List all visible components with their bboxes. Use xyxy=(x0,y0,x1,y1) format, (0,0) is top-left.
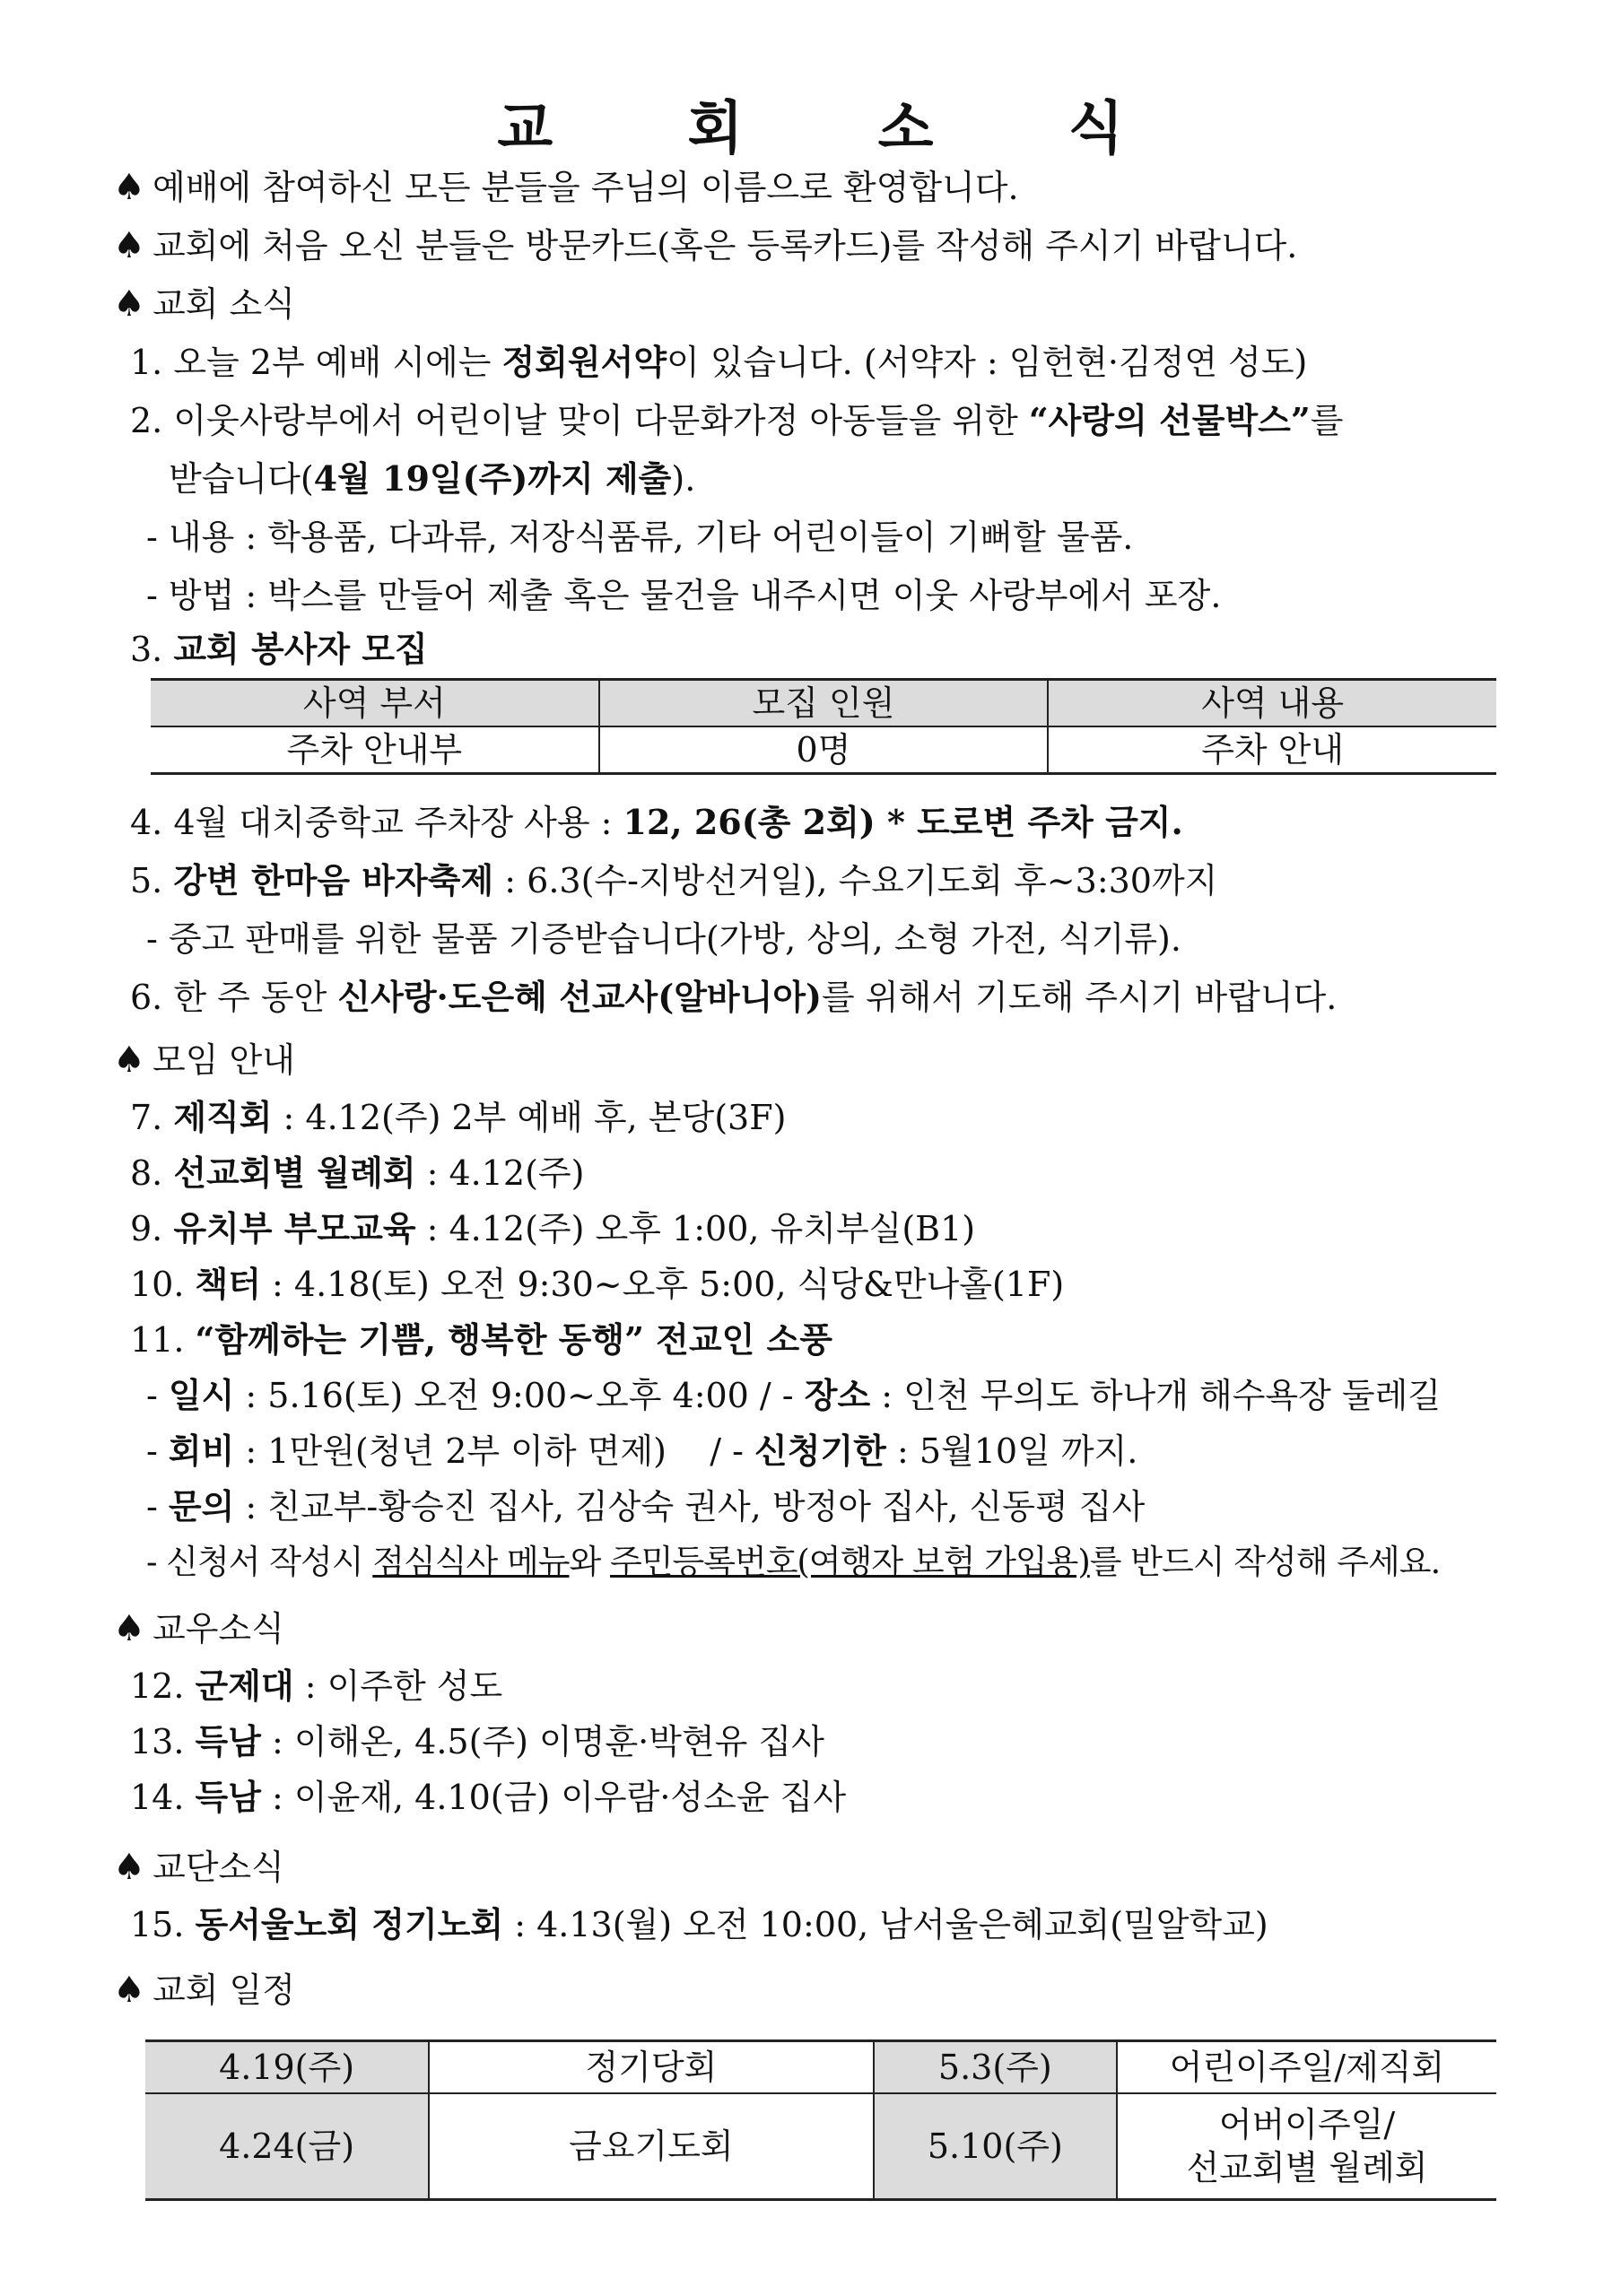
item-5-sub: - 중고 판매를 위한 물품 기증받습니다(가방, 상의, 소형 가전, 식기류). xyxy=(146,919,1181,959)
page-title: 교 회 소 식 xyxy=(497,96,1181,162)
item-8: 8. 선교회별 월례회 : 4.12(주) xyxy=(130,1152,585,1193)
spade-icon: ♠ xyxy=(113,1039,145,1081)
schedule-date: 4.19(주) xyxy=(145,2041,429,2094)
item-1: 1. 오늘 2부 예배 시에는 정회원서약이 있습니다. (서약자 : 임헌현·김정연 성도) xyxy=(130,342,1308,382)
item-11-fee-deadline: - 회비 : 1만원(청년 2부 이하 면제) / - 신청기한 : 5월10일 까지. xyxy=(146,1431,1138,1471)
table-cell: 0명 xyxy=(599,726,1049,774)
section-church-news: ♠ 교회 소식 xyxy=(113,283,295,325)
table-header-row xyxy=(151,680,1496,727)
item-14: 14. 득남 : 이윤재, 4.10(금) 이우람·성소윤 집사 xyxy=(130,1777,847,1817)
schedule-event xyxy=(1117,2093,1496,2200)
spade-icon: ♠ xyxy=(113,1608,145,1649)
table-header-cell: 사역 내용 xyxy=(1048,680,1496,727)
item-3: 3. 교회 봉사자 모집 xyxy=(130,629,428,669)
table-row xyxy=(151,726,1496,774)
schedule-event: 정기당회 xyxy=(429,2041,874,2094)
item-2-continued: 받습니다(4월 19일(주)까지 제출). xyxy=(169,458,696,499)
item-11-date-place: - 일시 : 5.16(토) 오전 9:00~오후 4:00 / - 장소 : 인천 무의도 하나개 해수욕장 둘레길 xyxy=(146,1375,1442,1415)
schedule-event: 어린이주일/제직회 xyxy=(1117,2041,1496,2094)
item-15: 15. 동서울노회 정기노회 : 4.13(월) 오전 10:00, 남서울은혜교회(밀알학교) xyxy=(130,1904,1268,1944)
item-6: 6. 한 주 동안 신사랑·도은혜 선교사(알바니아)를 위해서 기도해 주시기 바랍니다. xyxy=(130,977,1338,1017)
table-row xyxy=(145,2093,1496,2200)
item-12: 12. 군제대 : 이주한 성도 xyxy=(130,1665,503,1706)
schedule-event-line: 어버이주일/ xyxy=(1218,2105,1396,2144)
table-row xyxy=(145,2041,1496,2094)
item-10: 10. 책터 : 4.18(토) 오전 9:30~오후 5:00, 식당&만나홀(1F) xyxy=(130,1264,1065,1304)
intro-visitor-card: ♠ 교회에 처음 오신 분들은 방문카드(혹은 등록카드)를 작성해 주시기 바랍니다. xyxy=(113,225,1298,266)
item-9: 9. 유치부 부모교육 : 4.12(주) 오후 1:00, 유치부실(B1) xyxy=(130,1208,976,1248)
intro-welcome: ♠ 예배에 참여하신 모든 분들을 주님의 이름으로 환영합니다. xyxy=(113,167,1019,208)
schedule-date: 4.24(금) xyxy=(145,2093,429,2200)
section-meetings: ♠ 모임 안내 xyxy=(113,1039,295,1081)
section-member-news: ♠ 교우소식 xyxy=(113,1608,284,1649)
schedule-date: 5.3(주) xyxy=(874,2041,1117,2094)
item-5: 5. 강변 한마음 바자축제 : 6.3(수-지방선거일), 수요기도회 후~3:30까지 xyxy=(130,860,1218,900)
item-2-method: - 방법 : 박스를 만들어 제출 혹은 물건을 내주시면 이웃 사랑부에서 포장. xyxy=(146,576,1222,615)
item-11-note: - 신청서 작성시 점심식사 메뉴와 주민등록번호(여행자 보험 가입용)를 반드시 작성해 주세요. xyxy=(146,1543,1441,1581)
schedule-event-line: 선교회별 월례회 xyxy=(1186,2148,1428,2187)
spade-icon: ♠ xyxy=(113,167,145,208)
spade-icon: ♠ xyxy=(113,225,145,266)
item-4: 4. 4월 대치중학교 주차장 사용 : 12, 26(총 2회) * 도로변 주차 금지. xyxy=(130,802,1183,842)
section-denomination-news: ♠ 교단소식 xyxy=(113,1847,284,1888)
item-2: 2. 이웃사랑부에서 어린이날 맞이 다문화가정 아동들을 위한 “사랑의 선물박스”를 xyxy=(130,400,1344,440)
item-11: 11. “함께하는 기쁨, 행복한 동행” 전교인 소풍 xyxy=(130,1319,832,1360)
table-cell: 주차 안내 xyxy=(1048,726,1496,774)
table-header-cell: 사역 부서 xyxy=(151,680,599,727)
item-7: 7. 제직회 : 4.12(주) 2부 예배 후, 본당(3F) xyxy=(130,1097,787,1137)
table-cell: 주차 안내부 xyxy=(286,730,463,770)
schedule-date: 5.10(주) xyxy=(874,2093,1117,2200)
item-11-contact: - 문의 : 친교부-황승진 집사, 김상숙 권사, 방정아 집사, 신동평 집사 xyxy=(146,1486,1146,1526)
item-13: 13. 득남 : 이해온, 4.5(주) 이명훈·박현유 집사 xyxy=(130,1721,824,1761)
section-schedule: ♠ 교회 일정 xyxy=(113,1970,295,2011)
spade-icon: ♠ xyxy=(113,1847,145,1888)
schedule-event: 금요기도회 xyxy=(429,2093,874,2200)
spade-icon: ♠ xyxy=(113,1970,145,2011)
table-header-cell: 모집 인원 xyxy=(599,680,1049,727)
spade-icon: ♠ xyxy=(113,283,145,325)
item-2-content: - 내용 : 학용품, 다과류, 저장식품류, 기타 어린이들이 기뻐할 물품. xyxy=(146,517,1134,557)
volunteer-table xyxy=(151,678,1496,775)
schedule-table xyxy=(145,2039,1496,2201)
